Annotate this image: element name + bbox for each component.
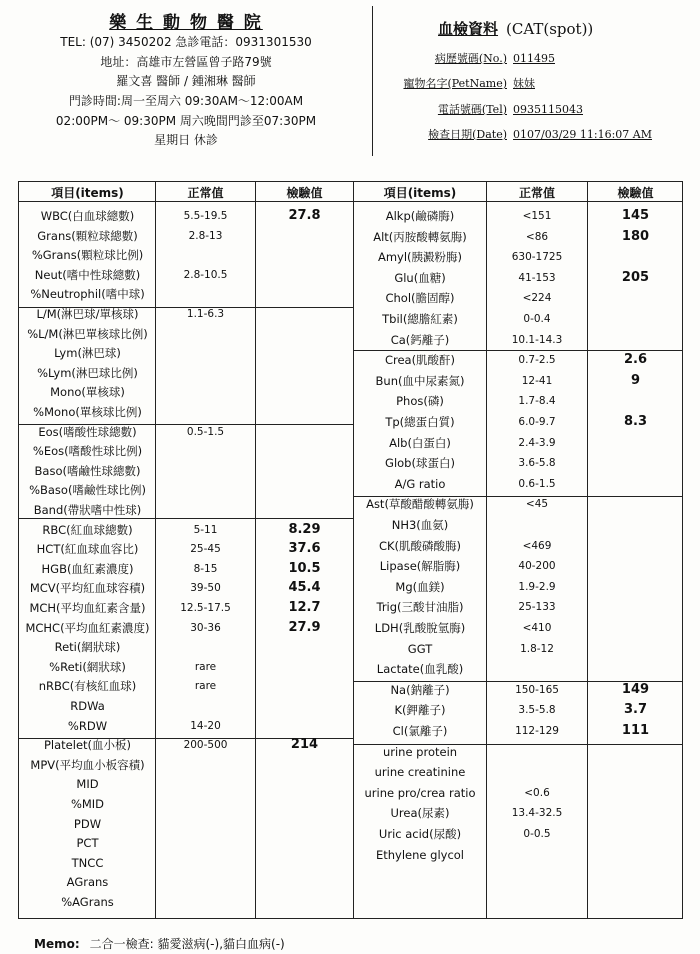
header-result-right: 檢驗值 — [617, 186, 654, 200]
table-row-normal: <151 — [522, 210, 552, 222]
table-row-item: LDH(乳酸脫氫脢) — [374, 621, 466, 635]
table-row-normal: 30-36 — [190, 621, 221, 634]
table-row-item: Ast(草酸醋酸轉氨脢) — [366, 497, 474, 512]
table-row-item: Alt(丙胺酸轉氨脢) — [373, 229, 467, 244]
table-row-item: Tbil(總膽紅素) — [382, 312, 458, 326]
table-row-normal — [156, 637, 255, 657]
table-row-result — [588, 824, 683, 844]
table-row-normal — [156, 500, 255, 520]
table-row-normal — [156, 872, 255, 892]
table-row-item: Urea(尿素) — [390, 806, 450, 821]
table-row-result — [256, 265, 353, 285]
table-row-normal: 0-0.4 — [523, 313, 551, 325]
header-item-left: 項目(items) — [51, 186, 124, 200]
table-row-result — [256, 382, 353, 402]
table-row-result: 27.8 — [288, 208, 321, 223]
table-row-result — [256, 226, 353, 246]
table-row-normal: 1.7-8.4 — [518, 395, 556, 408]
table-row-result — [256, 304, 353, 324]
table-row-result — [588, 845, 683, 865]
table-row-normal: 12-41 — [521, 374, 553, 387]
table-row-result: 214 — [290, 737, 319, 753]
table-row-normal: rare — [194, 680, 217, 693]
table-row-normal: 3.5-5.8 — [518, 704, 556, 717]
table-row-item: %MID — [70, 797, 105, 811]
table-row-result — [588, 597, 683, 617]
table-row-result: 10.5 — [288, 560, 321, 576]
table-row-normal: 0-0.5 — [523, 828, 551, 840]
table-row-normal — [156, 853, 255, 873]
table-row-item: Chol(膽固醇) — [385, 291, 455, 306]
table-row-normal: 14-20 — [190, 719, 221, 732]
table-row-item: Mono(單核球) — [50, 385, 125, 400]
table-row-result — [256, 402, 353, 422]
table-row-normal — [156, 794, 255, 814]
table-row-item: GGT — [407, 641, 433, 656]
header-divider — [372, 6, 373, 156]
table-row-item: Crea(肌酸酐) — [384, 353, 456, 368]
table-row-result — [256, 422, 353, 442]
table-row-normal: 200-500 — [183, 739, 228, 752]
table-row-item: NH3(血氨) — [391, 518, 449, 532]
table-row-result — [588, 288, 683, 308]
table-row-item: Lipase(解脂脢) — [379, 559, 461, 574]
clinic-doctors: 羅文喜 醫師 / 鍾湘琳 醫師 — [116, 74, 256, 88]
table-row-normal — [156, 245, 255, 265]
table-row-result: 9 — [630, 372, 641, 388]
table-row-item: HCT(紅血球血容比) — [36, 542, 139, 557]
table-row-result — [256, 657, 353, 677]
table-row-item: CK(肌酸磷酸脢) — [378, 538, 462, 553]
header-item-right: 項目(items) — [383, 186, 457, 200]
table-row-normal: 6.0-9.7 — [518, 416, 556, 428]
table-row-normal: 25-45 — [190, 543, 221, 556]
table-row-normal: 5.5-19.5 — [183, 210, 228, 222]
table-row-item: RDWa — [70, 699, 105, 713]
table-row-result: 37.6 — [288, 541, 321, 557]
table-row-item: MCHC(平均血紅素濃度) — [25, 620, 150, 635]
table-row-normal — [156, 774, 255, 794]
table-row-item: TNCC — [71, 855, 104, 870]
table-row-result: 27.9 — [288, 619, 321, 635]
header-normal-left: 正常值 — [187, 186, 224, 200]
table-row-normal — [156, 324, 255, 344]
table-row-normal: 2.4-3.9 — [518, 436, 556, 449]
table-row-result — [256, 774, 353, 794]
clinic-closed: 星期日 休診 — [154, 133, 218, 147]
table-row-item: MCV(平均紅血球容積) — [29, 581, 146, 596]
table-row-item: Reti(網狀球) — [54, 640, 121, 655]
table-row-item: RBC(紅血球總數) — [42, 522, 133, 537]
table-row-normal: rare — [194, 660, 217, 673]
table-row-result — [588, 453, 683, 473]
table-row-result — [588, 474, 683, 494]
table-row-normal — [156, 833, 255, 853]
table-row-result: 2.6 — [623, 352, 648, 368]
table-row-item: MCH(平均血紅素含量) — [29, 601, 146, 615]
table-row-result — [256, 500, 353, 520]
table-row-item: Trig(三酸甘油脂) — [376, 600, 464, 615]
table-row-item: Mg(血鎂) — [395, 579, 445, 594]
table-row-item: urine pro/crea ratio — [364, 785, 476, 800]
table-row-result — [588, 803, 683, 823]
table-row-item: %Eos(嗜酸性球比例) — [32, 444, 143, 459]
table-row-normal — [156, 441, 255, 461]
table-row-result — [588, 536, 683, 556]
table-row-item: Uric acid(尿酸) — [378, 827, 462, 841]
table-row-item: PCT — [76, 836, 99, 851]
report-field-tel: 電話號碼(Tel) 0935115043 — [437, 103, 583, 116]
table-row-normal: <224 — [522, 292, 552, 305]
header-rule — [18, 201, 683, 202]
table-row-result — [256, 833, 353, 853]
clinic-phone: TEL: (07) 3450202 急診電話：0931301530 — [60, 35, 312, 49]
table-row-result — [256, 324, 353, 344]
table-row-result — [256, 637, 353, 657]
table-row-item: %AGrans — [61, 895, 114, 909]
table-row-item: Alb(白蛋白) — [389, 435, 451, 450]
table-row-normal — [156, 892, 255, 912]
table-row-item: Ca(鈣離子) — [390, 332, 450, 347]
table-row-result — [256, 872, 353, 892]
table-row-result — [256, 814, 353, 834]
table-row-normal: 39-50 — [190, 582, 221, 595]
table-row-item: Platelet(血小板) — [43, 738, 131, 753]
table-row-item: Eos(嗜酸性球總數) — [38, 424, 137, 439]
clinic-name: 樂 生 動 物 醫 院 — [109, 13, 263, 33]
table-row-normal — [156, 402, 255, 422]
table-row-normal — [487, 845, 587, 865]
table-row-result — [588, 556, 683, 576]
table-row-result — [588, 330, 683, 350]
table-row-normal: 2.8-10.5 — [183, 268, 228, 281]
table-row-item: MID — [76, 777, 99, 792]
table-row-result: 180 — [621, 228, 650, 244]
table-row-result — [588, 247, 683, 267]
table-row-result — [588, 783, 683, 803]
table-row-item: Lactate(血乳酸) — [376, 662, 464, 677]
header-normal-right: 正常值 — [518, 186, 555, 200]
header-result-left: 檢驗值 — [286, 186, 323, 200]
table-row-result — [588, 577, 683, 597]
table-row-item: %Grans(顆粒球比例) — [31, 248, 144, 263]
table-row-normal — [156, 696, 255, 716]
table-row-result — [256, 284, 353, 304]
table-row-result — [256, 853, 353, 873]
table-row-normal — [156, 480, 255, 500]
clinic-address: 地址：高雄市左營區曾子路79號 — [100, 55, 272, 69]
table-row-normal: <410 — [522, 622, 552, 634]
table-row-normal: 41-153 — [518, 271, 556, 284]
table-row-result — [588, 433, 683, 453]
table-row-normal: 150-165 — [515, 683, 559, 696]
table-row-item: WBC(白血球總數) — [40, 209, 135, 223]
table-row-result — [256, 716, 353, 736]
table-row-item: %Mono(單核球比例) — [33, 405, 142, 419]
table-row-item: urine creatinine — [374, 765, 466, 780]
table-row-normal — [156, 284, 255, 304]
table-row-normal: 12.5-17.5 — [180, 602, 231, 614]
table-row-item: %Reti(網狀球) — [49, 659, 126, 674]
table-row-normal: <0.6 — [524, 786, 550, 799]
table-row-result — [256, 343, 353, 363]
table-row-item: Grans(顆粒球總數) — [37, 228, 138, 243]
table-row-normal: 112-129 — [515, 725, 559, 737]
table-row-result — [256, 696, 353, 716]
report-title: 血檢資料 (CAT(spot)) — [438, 20, 594, 38]
table-row-result — [588, 391, 683, 411]
table-row-result — [588, 309, 683, 329]
table-row-item: Glu(血糖) — [394, 270, 446, 285]
clinic-hours-2: 02:00PM～ 09:30PM 周六晚間門診至07:30PM — [55, 114, 317, 128]
memo: Memo: 二合一檢查: 貓愛滋病(-),貓白血病(-) — [34, 937, 285, 951]
table-row-result — [256, 461, 353, 481]
table-row-item: K(鉀離子) — [394, 703, 446, 718]
table-row-normal: 1.1-6.3 — [186, 308, 225, 320]
table-row-normal — [487, 742, 587, 762]
table-row-normal — [487, 659, 587, 679]
table-row-result — [588, 742, 683, 762]
table-row-normal: 25-133 — [518, 601, 556, 614]
table-row-result: 8.29 — [288, 521, 321, 537]
table-row-normal: 5-11 — [193, 523, 218, 536]
table-row-result: 8.3 — [623, 414, 648, 429]
table-row-item: Na(鈉離子) — [390, 682, 450, 697]
table-row-normal — [487, 515, 587, 535]
table-row-item: Cl(氯離子) — [392, 724, 448, 738]
table-row-normal: <45 — [525, 498, 549, 511]
table-row-normal: 0.7-2.5 — [518, 354, 556, 367]
table-row-normal: 0.5-1.5 — [186, 425, 225, 438]
table-row-normal — [156, 343, 255, 363]
table-row-item: Bun(血中尿素氮) — [375, 373, 465, 388]
table-row-normal: 3.6-5.8 — [518, 457, 556, 470]
table-row-normal — [156, 755, 255, 775]
table-row-item: Glob(球蛋白) — [385, 456, 455, 471]
table-row-normal: 2.8-13 — [188, 229, 223, 242]
table-row-result: 145 — [621, 208, 650, 223]
table-row-normal — [156, 382, 255, 402]
table-row-item: A/G ratio — [394, 476, 446, 491]
table-row-result — [588, 618, 683, 638]
report-field-petname: 寵物名字(PetName) 妹妹 — [403, 77, 535, 90]
table-row-item: Tp(總蛋白質) — [385, 415, 455, 429]
table-row-normal: <86 — [525, 230, 549, 243]
table-row-item: Amyl(胰澱粉脢) — [377, 250, 463, 265]
table-row-item: Ethylene glycol — [375, 847, 464, 862]
table-row-item: L/M(淋巴球/單核球) — [36, 307, 139, 321]
table-row-result — [588, 515, 683, 535]
table-row-result — [256, 441, 353, 461]
table-row-normal: 10.1-14.3 — [511, 333, 563, 346]
table-row-normal — [156, 814, 255, 834]
report-field-no: 病歷號碼(No.) 011495 — [434, 52, 555, 65]
table-row-result: 111 — [621, 723, 650, 738]
table-row-item: Neut(嗜中性球總數) — [34, 267, 141, 282]
table-row-item: %Baso(嗜鹼性球比例) — [29, 483, 146, 498]
table-row-item: nRBC(有核紅血球) — [38, 679, 137, 694]
table-row-item: PDW — [73, 816, 102, 831]
table-row-result — [588, 659, 683, 679]
table-row-item: %L/M(淋巴單核球比例) — [27, 326, 148, 341]
table-row-item: %Lym(淋巴球比例) — [37, 365, 138, 380]
table-row-normal: 630-1725 — [511, 251, 563, 264]
table-row-normal: 13.4-32.5 — [511, 807, 563, 820]
table-row-result: 45.4 — [288, 580, 321, 596]
table-row-item: MPV(平均血小板容積) — [30, 757, 145, 772]
table-row-result: 149 — [621, 681, 650, 697]
table-row-normal: 40-200 — [518, 560, 556, 573]
table-row-result — [588, 494, 683, 514]
table-row-normal — [156, 461, 255, 481]
table-row-item: %Neutrophil(嗜中球) — [30, 287, 145, 302]
table-row-normal — [156, 363, 255, 383]
table-row-result — [588, 762, 683, 782]
table-row-result: 12.7 — [288, 600, 321, 615]
table-row-result — [256, 480, 353, 500]
report-field-date: 檢查日期(Date) 0107/03/29 11:16:07 AM — [428, 128, 653, 141]
table-row-normal: 0.6-1.5 — [518, 477, 556, 490]
table-row-result — [256, 892, 353, 912]
table-row-item: Band(帶狀嗜中性球) — [33, 503, 142, 517]
table-row-normal — [487, 762, 587, 782]
table-row-item: Baso(嗜鹼性球總數) — [34, 463, 141, 478]
table-row-result — [256, 676, 353, 696]
table-row-result — [256, 245, 353, 265]
table-row-item: Lym(淋巴球) — [54, 346, 121, 361]
table-row-result — [256, 363, 353, 383]
table-row-normal: 1.8-12 — [520, 642, 554, 655]
table-row-normal: 1.9-2.9 — [518, 580, 556, 593]
table-row-item: AGrans — [66, 875, 109, 890]
table-row-result: 3.7 — [623, 702, 648, 718]
table-row-item: urine protein — [382, 744, 458, 759]
table-row-result: 205 — [621, 269, 650, 285]
table-row-result — [256, 755, 353, 775]
table-row-item: Phos(磷) — [396, 394, 444, 409]
table-row-item: Alkp(鹼磷脢) — [385, 209, 455, 223]
table-row-normal: <469 — [522, 539, 552, 552]
clinic-hours-1: 門診時間:周一至周六 09:30AM～12:00AM — [68, 94, 304, 108]
table-row-item: HGB(血紅素濃度) — [41, 561, 134, 576]
table-row-result — [588, 639, 683, 659]
table-row-item: %RDW — [67, 718, 108, 733]
table-row-result — [256, 794, 353, 814]
table-row-normal: 8-15 — [193, 562, 218, 575]
